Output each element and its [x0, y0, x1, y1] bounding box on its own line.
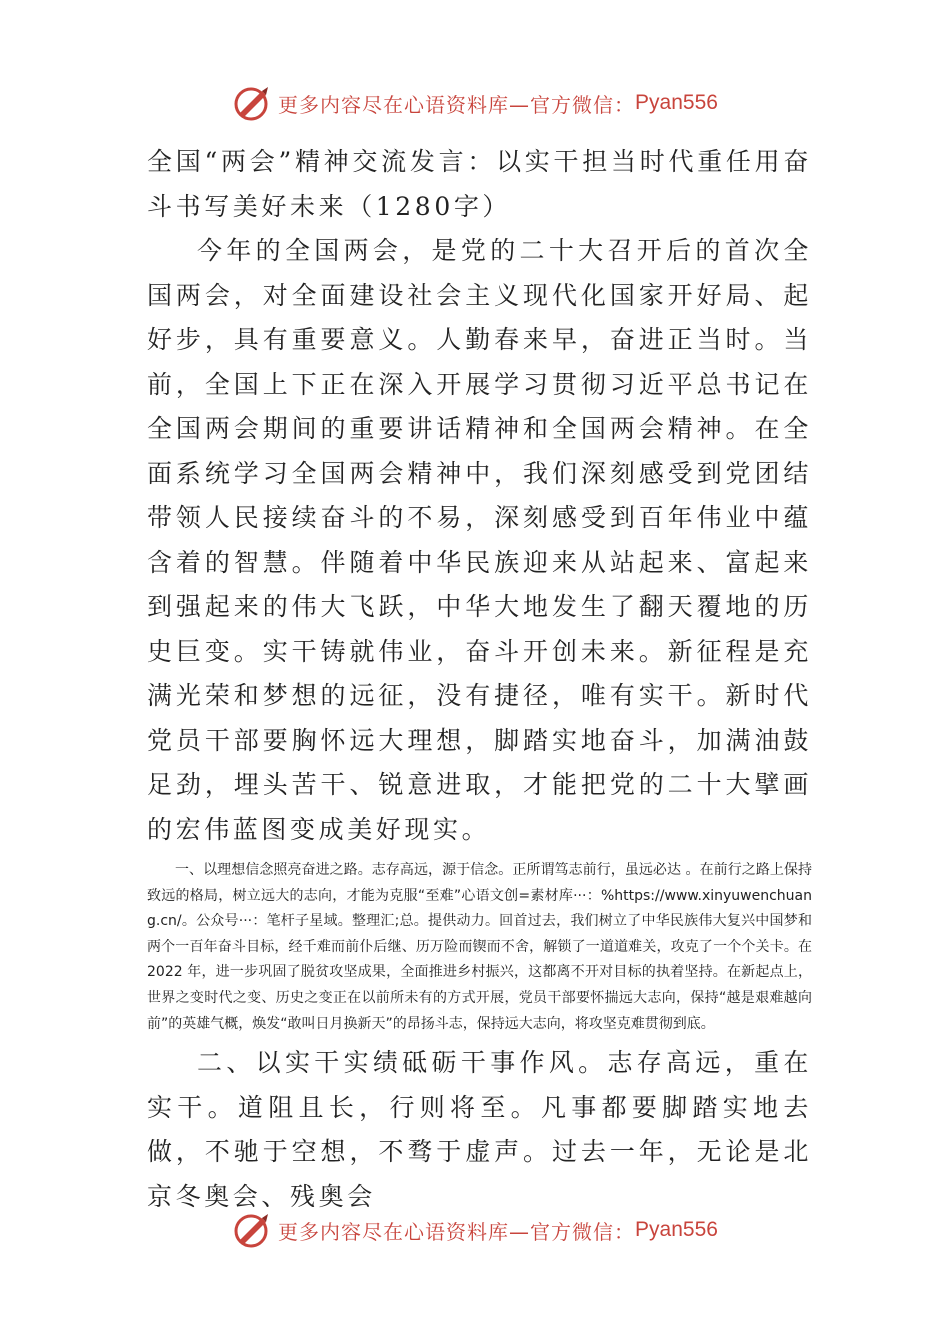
footer-watermark [0, 1205, 950, 1255]
section-2-paragraph: 二、以实干实绩砥砺干事作风。志存高远，重在实干。道阻且长，行则将至。凡事都要脚踏实地去做，不驰于空想，不骛于虚声。过去一年，无论是北京冬奥会、残奥会 [147, 1048, 812, 1211]
pen-logo-icon [232, 1210, 272, 1250]
watermark-wechat: Pyan556 [635, 1218, 718, 1241]
intro-paragraph: 今年的全国两会，是党的二十大召开后的首次全国两会，对全面建设社会主义现代化国家开好局、起好步，具有重要意义。人勤春来早，奋进正当时。当前，全国上下正在深入开展学习贯彻习近平总书记在全国两会期间的重要讲话精神和全国两会精神。在全面系统学习全国两会精神中，我们深刻感受到党团结带领人民接续奋斗的不易，深刻感受到百年伟业中蕴含着的智慧。伴随着中华民族迎来从站起来、富起来到强起来的伟大飞跃，中华大地发生了翻天覆地的历史巨变。实干铸就伟业，奋斗开创未来。新征程是充满光荣和梦想的远征，没有捷径，唯有实干。新时代党员干部要胸怀远大理想，脚踏实地奋斗，加满油鼓足劲，埋头苦干、锐意进取，才能把党的二十大擘画的宏伟蓝图变成美好现实。 [147, 236, 812, 844]
document-body [147, 140, 812, 1219]
header-watermark [0, 78, 950, 128]
section-1-paragraph: 一、以理想信念照亮奋进之路。志存高远，源于信念。正所谓笃志前行，虽远必达 。在前行之路上保持致远的格局，树立远大的志向，才能为克服“至难”心语文创=素材库···：%https://www.xinyuwenchuang.cn/。公众号···：笔杆子星域。整理汇;总。提供动力。回首过去，我们树立了中华民族伟大复兴中国梦和两个一百年奋斗目标，经千难而前仆后继、历万险而锲而不舍，解锁了一道道难关，攻克了一个个关卡。在 2022 年，进一步巩固了脱贫攻坚成果，全面推进乡村振兴，这都离不开对目标的执着坚持。在新起点上，世界之变时代之变、历史之变正在以前所未有的方式开展，党员干部要怀揣远大志向，保持“越是艰难越向前”的英雄气概，焕发“敢叫日月换新天”的昂扬斗志，保持远大志向，将攻坚克难贯彻到底。 [147, 862, 812, 1032]
pen-logo-icon [232, 83, 272, 123]
watermark-text: 更多内容尽在心语资料库—官方微信： [278, 1219, 636, 1244]
document-title: 全国“两会”精神交流发言：以实干担当时代重任用奋斗书写美好未来（1280字） [147, 147, 812, 221]
watermark-text: 更多内容尽在心语资料库—官方微信： [278, 92, 636, 117]
watermark-wechat: Pyan556 [635, 91, 718, 114]
